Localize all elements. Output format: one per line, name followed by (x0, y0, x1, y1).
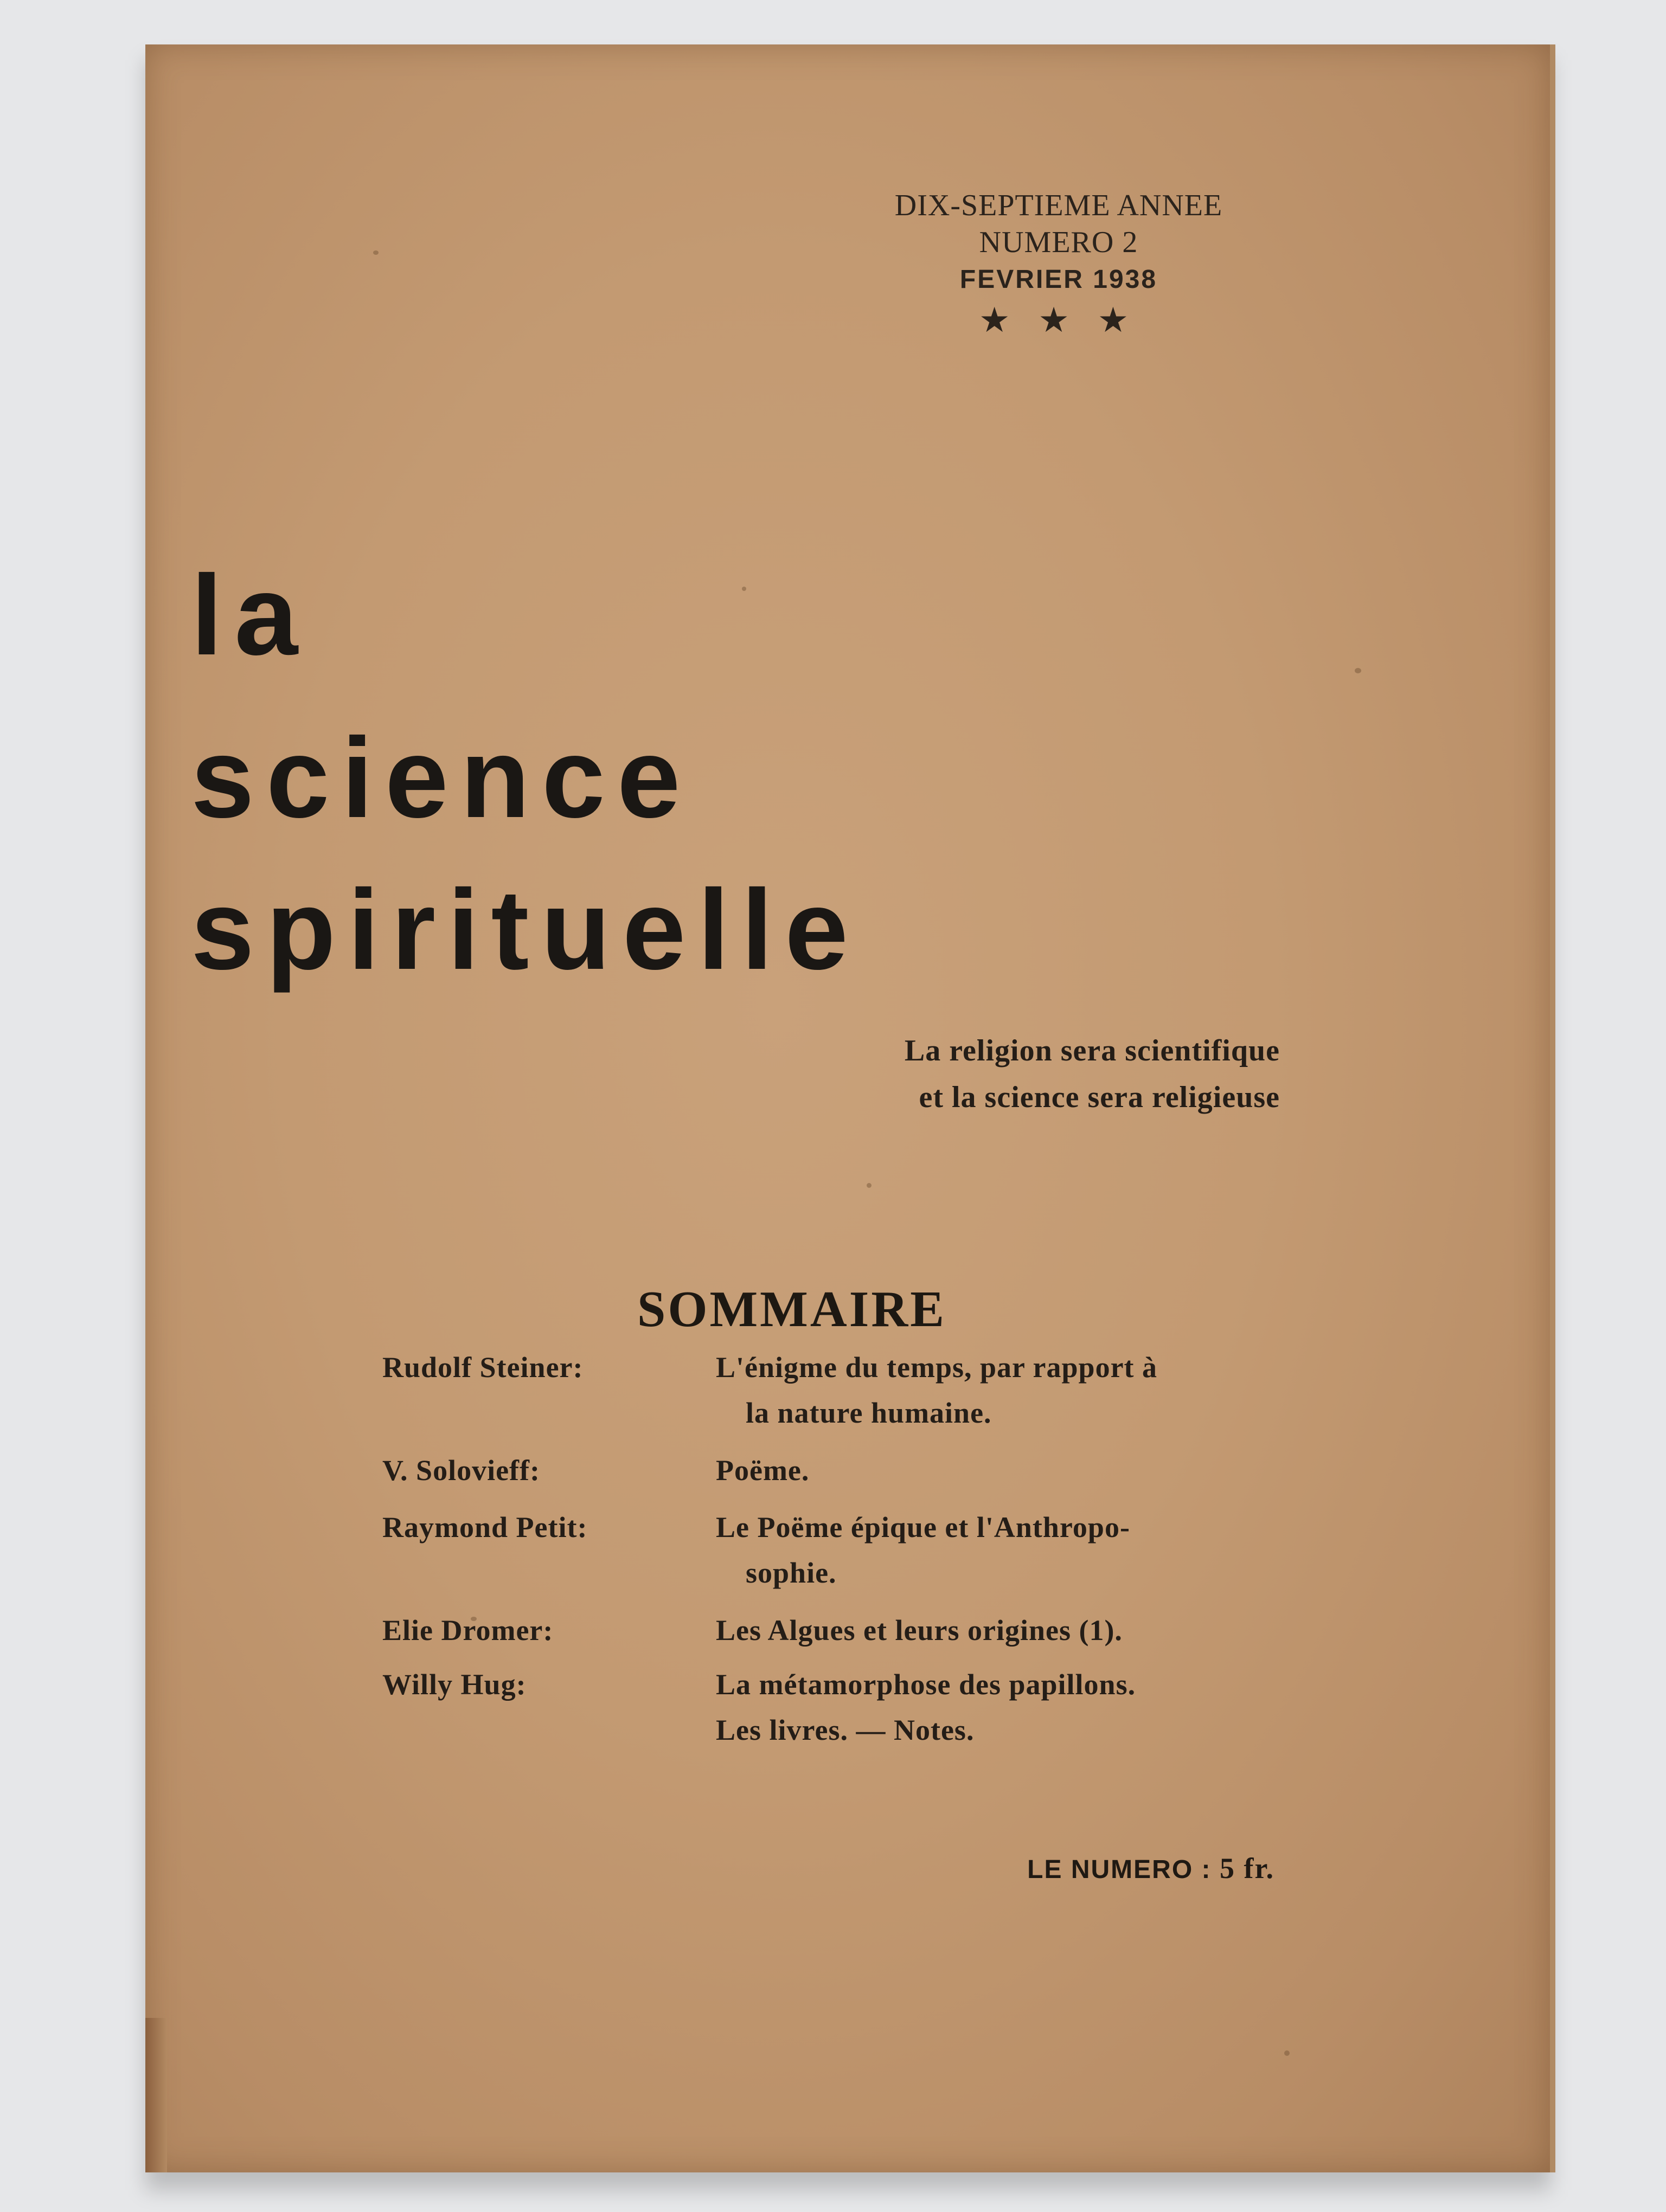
stars-ornament-icon: ★ ★ ★ (978, 301, 1139, 339)
paper-speck (1284, 2050, 1290, 2056)
year-label: DIX-SEPTIEME ANNEE (894, 189, 1223, 222)
toc-entry (233, 1662, 1264, 1754)
toc-entry (233, 1607, 1264, 1662)
paper-speck (1355, 668, 1361, 673)
table-of-contents (233, 1345, 1264, 1754)
toc-work-line: La métamorphose des papillons. (716, 1668, 1136, 1701)
sommaire-heading: SOMMAIRE (637, 1281, 946, 1338)
toc-work-line: Poëme. (716, 1454, 810, 1487)
toc-author: Elie Dromer: (382, 1614, 554, 1647)
toc-entry (233, 1504, 1264, 1607)
toc-author: Rudolf Steiner: (382, 1351, 584, 1384)
toc-work-line: sophie. (746, 1557, 837, 1589)
toc-author: Willy Hug: (382, 1668, 527, 1701)
toc-work-line: la nature humaine. (746, 1397, 992, 1429)
title-line-3: spirituelle (191, 866, 860, 993)
worn-spine-edge (145, 2018, 167, 2172)
issue-header (787, 187, 1330, 342)
toc-work (716, 1448, 1236, 1493)
toc-work (716, 1607, 1236, 1653)
toc-author: V. Solovieff: (382, 1454, 540, 1487)
paper-speck (373, 250, 379, 255)
price-label: LE NUMERO : (1027, 1855, 1212, 1884)
toc-work-line: Le Poëme épique et l'Anthropo- (716, 1511, 1130, 1544)
toc-entry (233, 1345, 1264, 1448)
motto-line-2: et la science sera religieuse (919, 1081, 1280, 1114)
toc-work-line: Les livres. — Notes. (716, 1714, 975, 1746)
issue-number: NUMERO 2 (979, 226, 1138, 259)
toc-author: Raymond Petit: (382, 1511, 588, 1544)
toc-work (716, 1504, 1236, 1596)
paper-speck (867, 1183, 872, 1188)
title-line-1: la (191, 551, 310, 679)
motto (700, 1027, 1280, 1121)
price-value: 5 fr. (1220, 1852, 1274, 1885)
issue-date: FEVRIER 1938 (959, 265, 1158, 294)
motto-line-1: La religion sera scientifique (904, 1034, 1280, 1068)
toc-work (716, 1662, 1236, 1753)
title-line-2: science (191, 714, 693, 841)
paper-speck (742, 587, 746, 591)
toc-work (716, 1345, 1236, 1436)
toc-work-line: Les Algues et leurs origines (1). (716, 1614, 1123, 1647)
price-line (895, 1851, 1274, 1885)
toc-work-line: L'énigme du temps, par rapport à (716, 1351, 1158, 1384)
toc-entry (233, 1448, 1264, 1504)
